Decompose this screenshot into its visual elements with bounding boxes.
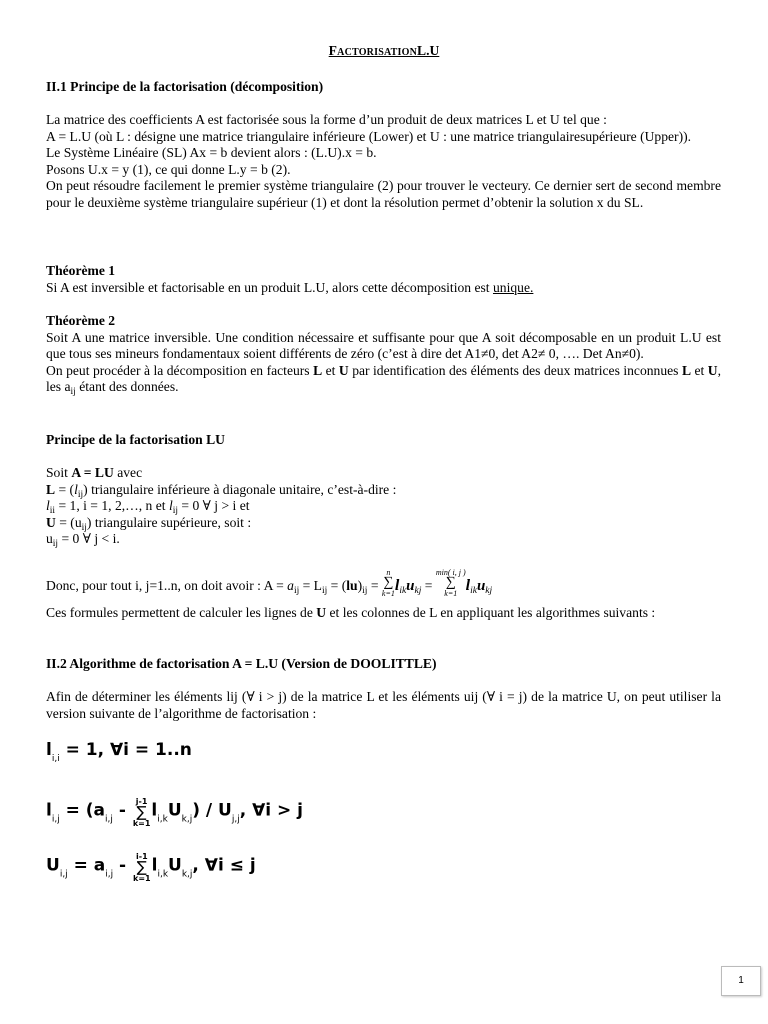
theorem-1: [46, 263, 721, 296]
section-heading-2-1: II.1 Principe de la factorisation (décomposition): [46, 79, 324, 94]
section-heading-lu: Principe de la factorisation LU: [46, 432, 225, 447]
page-title: FactorisationL.U: [328, 43, 440, 58]
lu-line: $u_{ij} = 0$ ∀ j < i.: [46, 531, 120, 549]
paragraph: On peut procéder à la décomposition en facteurs L et U par identification des éléments des deux matrices inconnues L et U, les $a_{ij}$ étant des données.: [46, 362, 722, 397]
paragraph: Le Système Linéaire (SL) Ax = b devient alors : (L.U).x = b.: [46, 145, 377, 160]
sum-symbol: n ∑ k=1: [381, 568, 395, 598]
paragraph: Afin de déterminer les éléments lij (∀ i > j) de la matrice L et les éléments uij (∀ i = j) de la matrice U, on peut utiliser la version suivante de l’algorithme de factorisation :: [46, 689, 721, 721]
paragraph: A = L.U (où L : désigne une matrice triangulaire inférieure (Lower) et U : une matrice triangulairesupérieure (Upper)).: [46, 128, 692, 144]
lu-line: $L = (l_{ij})$ triangulaire inférieure à diagonale unitaire, c’est-à-dire :: [46, 481, 397, 500]
formula-lij: $l_{i,j} = (a_{i,j}$ - j-1 ∑ k=1 $l_{i,k}U_{k,j}) / U_{j,j}$, ∀i > j: [46, 797, 303, 828]
page-number: 1: [721, 966, 761, 996]
theorem-heading: Théorème 2: [46, 313, 116, 328]
sum-symbol: min( i, j ) ∑ k=1: [435, 568, 466, 598]
paragraph: Ces formules permettent de calculer les lignes de U et les colonnes de L en appliquant les algorithmes suivants :: [46, 605, 656, 620]
theorem-text: Si A est inversible et factorisable en un produit L.U, alors cette décomposition est unique.: [46, 279, 534, 295]
theorem-2: [46, 313, 721, 396]
donc-formula: Donc, pour tout i, j=1..n, on doit avoir : $A = a_{ij} = L_{ij} = (lu)_{ij}$ = n ∑ k=1 $l_{ik}u_{kj}$ = min( i, j ) ∑ k=1 $l_{ik}u_{kj}$: [46, 568, 493, 598]
lu-line: $l_{ii} = 1$, i = 1, 2,…, n et $l_{ij} = 0$ ∀ j > i et: [46, 498, 250, 516]
paragraph: La matrice des coefficients A est factorisée sous la forme d’un produit de deux matrices L et U tel que :: [46, 112, 607, 127]
lu-line: $U = (u_{ij})$ triangulaire supérieure, soit :: [46, 514, 252, 533]
section-2-1-body: [46, 112, 721, 211]
formula-lii: $l_{i,i} = 1$, ∀i = 1..n: [46, 740, 192, 764]
theorem-heading: Théorème 1: [46, 263, 116, 278]
lu-line: Soit A = LU avec: [46, 465, 143, 480]
section-heading-2-2: II.2 Algorithme de factorisation A = L.U (Version de DOOLITTLE): [46, 656, 437, 671]
paragraph: Posons U.x = y (1), ce qui donne L.y = b (2).: [46, 161, 291, 177]
paragraph: On peut résoudre facilement le premier système triangulaire (2) pour trouver le vecteury. Ce dernier sert de second membre pour le deuxième système triangulaire supérieur (1) et dont la résolution permet d’obtenir la solution x du SL.: [46, 178, 721, 210]
theorem-text: Soit A une matrice inversible. Une condition nécessaire et suffisante pour que A soit décomposable en un produit L.U est que tous ses mineurs fondamentaux soient différents de zéro (c’est à dire det A1≠0, det A2≠ 0, …. Det An≠0).: [46, 329, 721, 361]
formula-uij: $U_{i,j} = a_{i,j}$ - i-1 ∑ k=1 $l_{i,k}U_{k,j}$, ∀i ≤ j: [46, 852, 256, 883]
lu-definitions: [46, 465, 721, 548]
